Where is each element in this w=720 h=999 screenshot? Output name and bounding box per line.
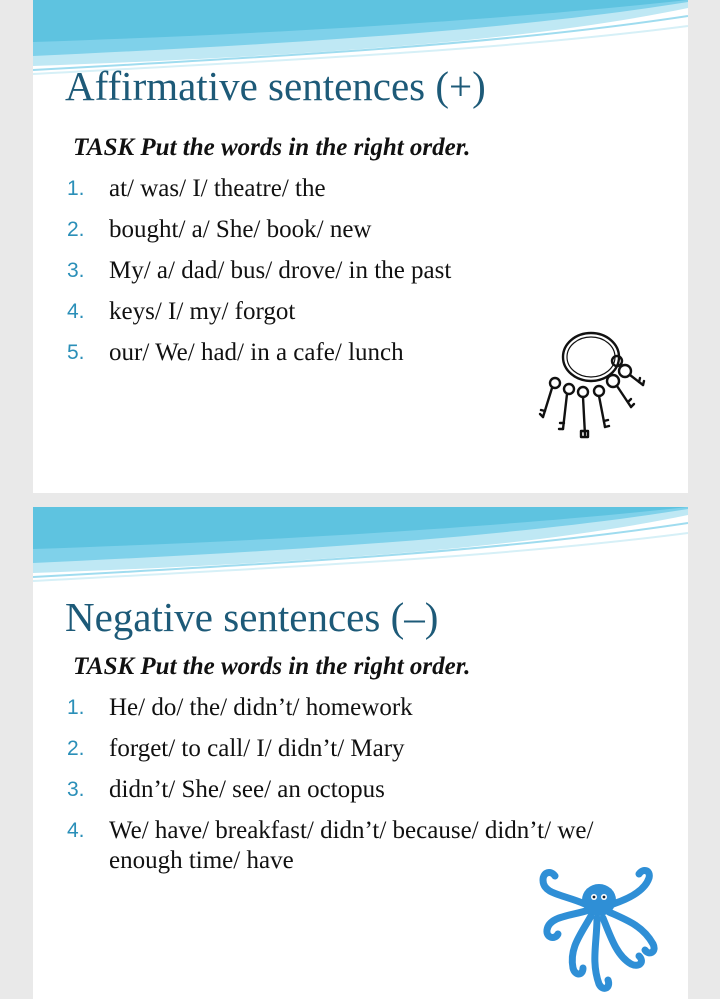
exercise-list — [67, 693, 667, 887]
item-number: 1. — [67, 177, 85, 200]
list-item — [67, 693, 667, 723]
slide-title: Affirmative sentences (+) — [65, 63, 486, 109]
task-instruction: TASK Put the words in the right order. — [73, 134, 471, 161]
item-text: We/ have/ breakfast/ didn’t/ because/ didn’t/ we/ enough time/ have — [109, 817, 594, 874]
task-instruction: TASK Put the words in the right order. — [73, 653, 471, 680]
slide-affirmative — [33, 0, 688, 493]
list-item — [67, 174, 667, 204]
list-item — [67, 297, 667, 327]
item-text: our/ We/ had/ in a cafe/ lunch — [109, 339, 404, 366]
keys-icon — [533, 325, 653, 455]
list-item — [67, 734, 667, 764]
item-text: keys/ I/ my/ forgot — [109, 298, 296, 325]
item-number: 4. — [67, 300, 85, 323]
slide-title: Negative sentences (–) — [65, 594, 439, 640]
item-number: 5. — [67, 341, 85, 364]
list-item — [67, 775, 667, 805]
item-text: didn’t/ She/ see/ an octopus — [109, 776, 385, 803]
item-text: He/ do/ the/ didn’t/ homework — [109, 694, 413, 721]
item-number: 2. — [67, 737, 85, 760]
item-number: 3. — [67, 778, 85, 801]
item-text: bought/ a/ She/ book/ new — [109, 216, 372, 243]
wave-banner-decoration — [33, 507, 688, 587]
list-item — [67, 256, 667, 286]
item-text: at/ was/ I/ theatre/ the — [109, 175, 326, 202]
slide-negative — [33, 507, 688, 999]
item-text: My/ a/ dad/ bus/ drove/ in the past — [109, 257, 452, 284]
list-item — [67, 215, 667, 245]
item-number: 1. — [67, 696, 85, 719]
item-number: 2. — [67, 218, 85, 241]
octopus-icon — [531, 864, 666, 999]
item-text: forget/ to call/ I/ didn’t/ Mary — [109, 735, 405, 762]
item-number: 3. — [67, 259, 85, 282]
item-number: 4. — [67, 819, 85, 842]
